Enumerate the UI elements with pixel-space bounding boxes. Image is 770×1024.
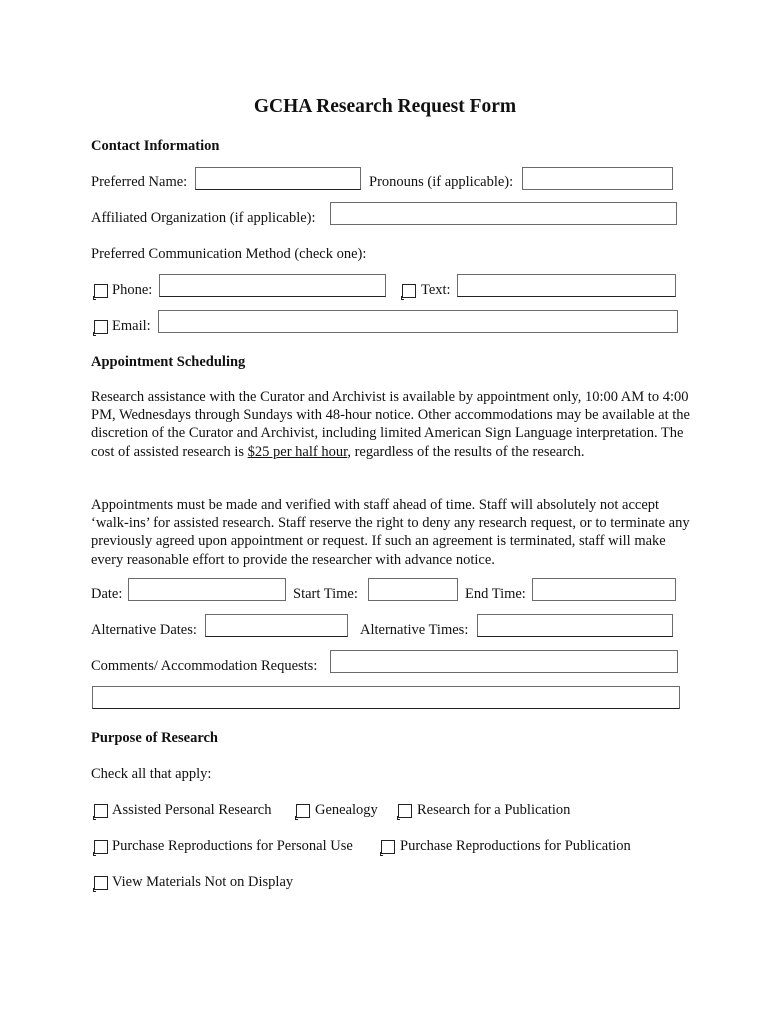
- preferred-name-label: Preferred Name:: [91, 174, 188, 190]
- email-field[interactable]: [158, 310, 678, 333]
- para1-text-end: , regardless of the results of the research.: [347, 443, 585, 460]
- repro-publication-checkbox[interactable]: [381, 840, 395, 854]
- publication-research-label: Research for a Publication: [417, 802, 571, 818]
- para1-text: Research assistance with the Curator and Archivist is available by appointment only, 10:00 AM to 4:00 PM, Wednesdays through Sundays with 48-hour notice. Other accommodations may be available at the discretion of the Curator and Archivist, including limited American Sign Language interpretation. The cost of assisted research is: [91, 389, 690, 460]
- genealogy-label: Genealogy: [315, 802, 378, 818]
- publication-research-checkbox[interactable]: [398, 804, 412, 818]
- pronouns-field[interactable]: [522, 167, 673, 190]
- text-field[interactable]: [457, 274, 676, 297]
- contact-heading: Contact Information: [91, 138, 220, 154]
- comments-label: Comments/ Accommodation Requests:: [91, 658, 318, 674]
- genealogy-checkbox[interactable]: [296, 804, 310, 818]
- affiliated-org-label: Affiliated Organization (if applicable):: [91, 210, 316, 226]
- start-time-field[interactable]: [368, 578, 458, 601]
- assisted-personal-checkbox[interactable]: [94, 804, 108, 818]
- appointment-heading: Appointment Scheduling: [91, 354, 246, 370]
- preferred-name-field[interactable]: [195, 167, 361, 190]
- end-time-label: End Time:: [465, 586, 526, 602]
- appointment-paragraph-2: Appointments must be made and verified with staff ahead of time. Staff will absolutely not accept ‘walk-ins’ for assisted research. Staff reserve the right to deny any research request, or to terminate any previously agreed upon appointment or request. If such an agreement is terminated, staff will make every reasonable effort to provide the researcher with advance notice.: [91, 497, 690, 568]
- appointment-paragraph-1: [91, 388, 691, 461]
- phone-checkbox[interactable]: [94, 284, 108, 298]
- purpose-instruction: Check all that apply:: [91, 766, 212, 782]
- end-time-field[interactable]: [532, 578, 676, 601]
- comments-field[interactable]: [330, 650, 678, 673]
- price-text: $25 per half hour: [247, 443, 348, 460]
- repro-personal-label: Purchase Reproductions for Personal Use: [112, 838, 353, 854]
- alt-times-field[interactable]: [477, 614, 673, 637]
- alt-dates-field[interactable]: [205, 614, 348, 637]
- alt-dates-label: Alternative Dates:: [91, 622, 197, 638]
- purpose-heading: Purpose of Research: [91, 730, 218, 746]
- text-label: Text:: [421, 282, 451, 298]
- comments-field-continued[interactable]: [92, 686, 680, 709]
- date-label: Date:: [91, 586, 123, 602]
- phone-label: Phone:: [112, 282, 153, 298]
- email-checkbox[interactable]: [94, 320, 108, 334]
- assisted-personal-label: Assisted Personal Research: [112, 802, 272, 818]
- start-time-label: Start Time:: [293, 586, 358, 602]
- phone-field[interactable]: [159, 274, 386, 297]
- affiliated-org-field[interactable]: [330, 202, 677, 225]
- pronouns-label: Pronouns (if applicable):: [369, 174, 514, 190]
- view-materials-checkbox[interactable]: [94, 876, 108, 890]
- date-field[interactable]: [128, 578, 286, 601]
- repro-personal-checkbox[interactable]: [94, 840, 108, 854]
- alt-times-label: Alternative Times:: [360, 622, 469, 638]
- comm-method-label: Preferred Communication Method (check one):: [91, 246, 367, 262]
- repro-publication-label: Purchase Reproductions for Publication: [400, 838, 631, 854]
- text-checkbox[interactable]: [402, 284, 416, 298]
- page-title: GCHA Research Request Form: [253, 96, 517, 117]
- view-materials-label: View Materials Not on Display: [112, 874, 294, 890]
- email-label: Email:: [112, 318, 151, 334]
